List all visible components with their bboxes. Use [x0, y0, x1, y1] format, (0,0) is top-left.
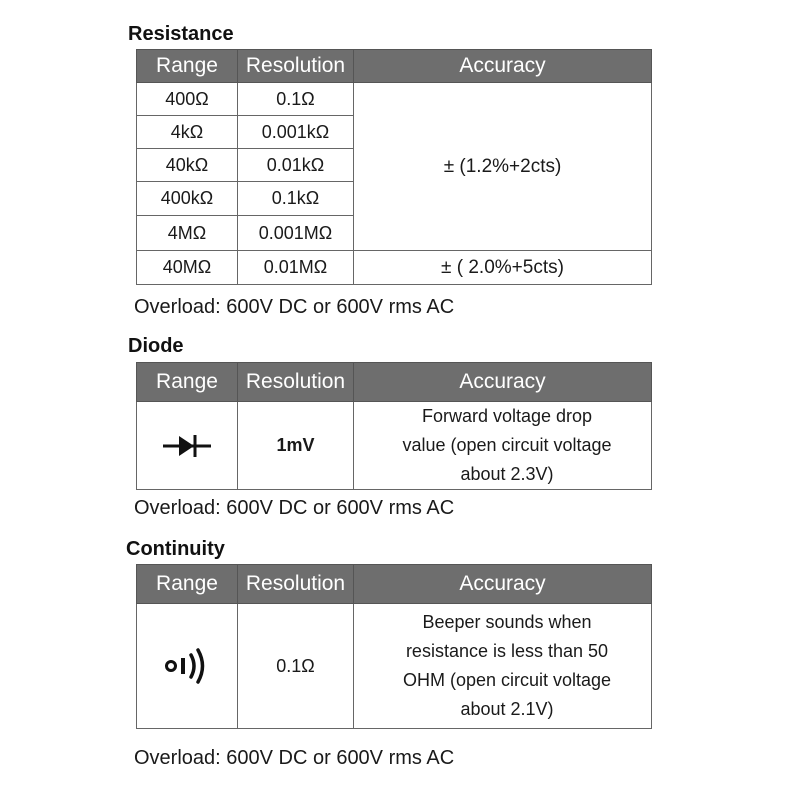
diode-symbol-icon [161, 432, 213, 460]
continuity-beeper-icon [163, 646, 211, 686]
resistance-resolution-cell: 0.01kΩ [238, 149, 354, 182]
continuity-accuracy-line: OHM (open circuit voltage [402, 670, 612, 690]
continuity-range-cell [137, 604, 238, 729]
table-row [137, 83, 652, 116]
table-row [137, 251, 652, 285]
resistance-table [136, 49, 652, 285]
continuity-title: Continuity [126, 538, 225, 560]
resistance-resolution-cell: 0.1kΩ [238, 182, 354, 216]
resistance-range-cell: 400kΩ [137, 182, 238, 216]
resistance-header-row [137, 50, 652, 83]
resistance-accuracy-cell: ± ( 2.0%+5cts) [354, 251, 652, 285]
continuity-table [136, 564, 652, 729]
resistance-overload-note: Overload: 600V DC or 600V rms AC [134, 296, 455, 318]
continuity-header-row [137, 565, 652, 604]
resistance-range-cell: 40kΩ [137, 149, 238, 182]
resistance-header-resolution: Resolution [238, 50, 354, 83]
resistance-header-range: Range [137, 50, 238, 83]
resistance-resolution-cell: 0.001kΩ [238, 116, 354, 149]
diode-accuracy-line: Forward voltage drop [421, 406, 593, 426]
resistance-range-cell: 4MΩ [137, 216, 238, 251]
resistance-title: Resistance [128, 23, 234, 45]
diode-header-row [137, 363, 652, 402]
diode-range-cell [137, 402, 238, 490]
continuity-accuracy-line: about 2.1V) [460, 699, 554, 719]
resistance-range-cell: 40MΩ [137, 251, 238, 285]
resistance-range-cell: 4kΩ [137, 116, 238, 149]
resistance-resolution-cell: 0.001MΩ [238, 216, 354, 251]
continuity-header-range: Range [137, 565, 238, 604]
resistance-accuracy-cell: ± (1.2%+2cts) [354, 83, 652, 251]
diode-resolution-cell: 1mV [238, 402, 354, 490]
continuity-accuracy-cell [354, 604, 652, 729]
diode-accuracy-line: value (open circuit voltage [402, 435, 612, 455]
continuity-header-resolution: Resolution [238, 565, 354, 604]
continuity-overload-note: Overload: 600V DC or 600V rms AC [134, 747, 455, 769]
continuity-header-accuracy: Accuracy [354, 565, 652, 604]
diode-header-accuracy: Accuracy [354, 363, 652, 402]
diode-title: Diode [128, 335, 184, 357]
continuity-accuracy-line: resistance is less than 50 [405, 641, 609, 661]
resistance-resolution-cell: 0.1Ω [238, 83, 354, 116]
diode-table [136, 362, 652, 490]
resistance-range-cell: 400Ω [137, 83, 238, 116]
diode-header-resolution: Resolution [238, 363, 354, 402]
continuity-accuracy-line: Beeper sounds when [422, 612, 592, 632]
resistance-resolution-cell: 0.01MΩ [238, 251, 354, 285]
continuity-resolution-cell: 0.1Ω [238, 604, 354, 729]
table-row [137, 402, 652, 490]
diode-accuracy-cell [354, 402, 652, 490]
diode-overload-note: Overload: 600V DC or 600V rms AC [134, 497, 455, 519]
resistance-header-accuracy: Accuracy [354, 50, 652, 83]
diode-header-range: Range [137, 363, 238, 402]
table-row [137, 604, 652, 729]
diode-accuracy-line: about 2.3V) [460, 464, 554, 484]
